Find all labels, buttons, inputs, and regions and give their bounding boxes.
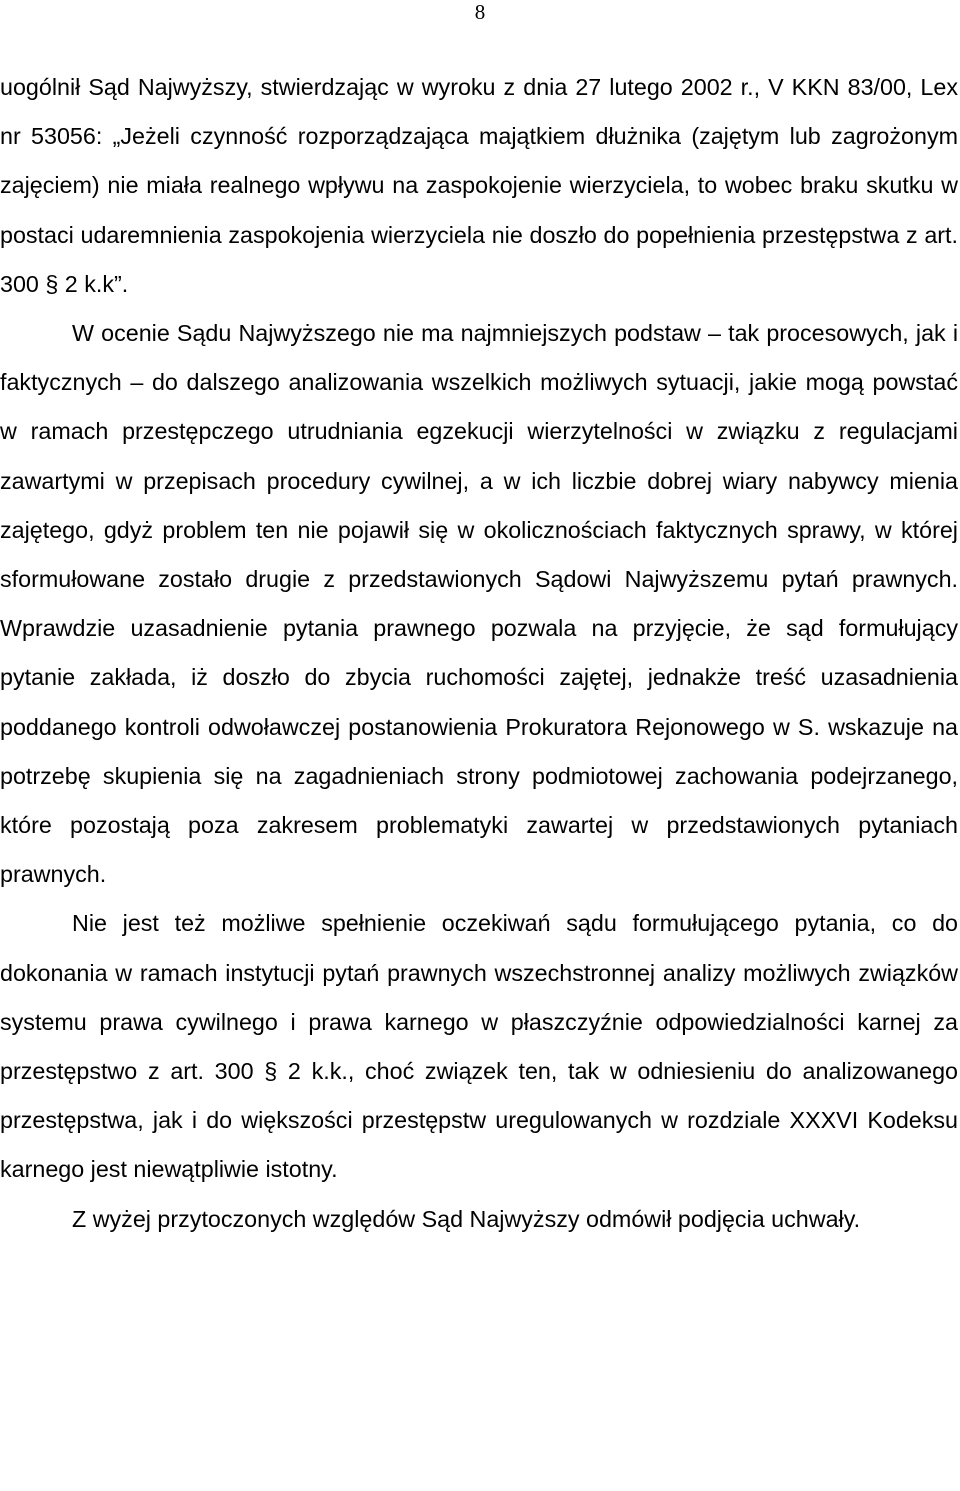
paragraph: W ocenie Sądu Najwyższego nie ma najmniejszych podstaw – tak procesowych, jak i faktycznych – do dalszego analizowania wszelkich możliwych sytuacji, jakie mogą powstać w ramach przestępczego utrudniania egzekucji wierzytelności w związku z regulacjami zawartymi w przepisach procedury cywilnej, a w ich liczbie dobrej wiary nabywcy mienia zajętego, gdyż problem ten nie pojawił się w okolicznościach faktycznych sprawy, w której sformułowane zostało drugie z przedstawionych Sądowi Najwyższemu pytań prawnych. Wprawdzie uzasadnienie pytania prawnego pozwala na przyjęcie, że sąd formułujący pytanie zakłada, iż doszło do zbycia ruchomości zajętej, jednakże treść uzasadnienia poddanego kontroli odwoławczej postanowienia Prokuratora Rejonowego w S. wskazuje na potrzebę skupienia się na zagadnieniach strony podmiotowej zachowania podejrzanego, które pozostają poza zakresem problematyki zawartej w przedstawionych pytaniach prawnych. [0, 320, 958, 888]
paragraph: Nie jest też możliwe spełnienie oczekiwań sądu formułującego pytania, co do dokonania w ramach instytucji pytań prawnych wszechstronnej analizy możliwych związków systemu prawa cywilnego i prawa karnego w płaszczyźnie odpowiedzialności karnej za przestępstwo z art. 300 § 2 k.k., choć związek ten, tak w odniesieniu do analizowanego przestępstwa, jak i do większości przestępstw uregulowanych w rozdziale XXXVI Kodeksu karnego jest niewątpliwie istotny. [0, 910, 958, 1183]
page-number: 8 [474, 0, 486, 24]
document-body [0, 63, 958, 1244]
paragraph: uogólnił Sąd Najwyższy, stwierdzając w wyroku z dnia 27 lutego 2002 r., V KKN 83/00, Lex nr 53056: „Jeżeli czynność rozporządzająca majątkiem dłużnika (zajętym lub zagrożonym zajęciem) nie miała realnego wpływu na zaspokojenie wierzyciela, to wobec braku skutku w postaci udaremnienia zaspokojenia wierzyciela nie doszło do popełnienia przestępstwa z art. 300 § 2 k.k”. [0, 74, 958, 297]
paragraph: Z wyżej przytoczonych względów Sąd Najwyższy odmówił podjęcia uchwały. [72, 1205, 861, 1232]
